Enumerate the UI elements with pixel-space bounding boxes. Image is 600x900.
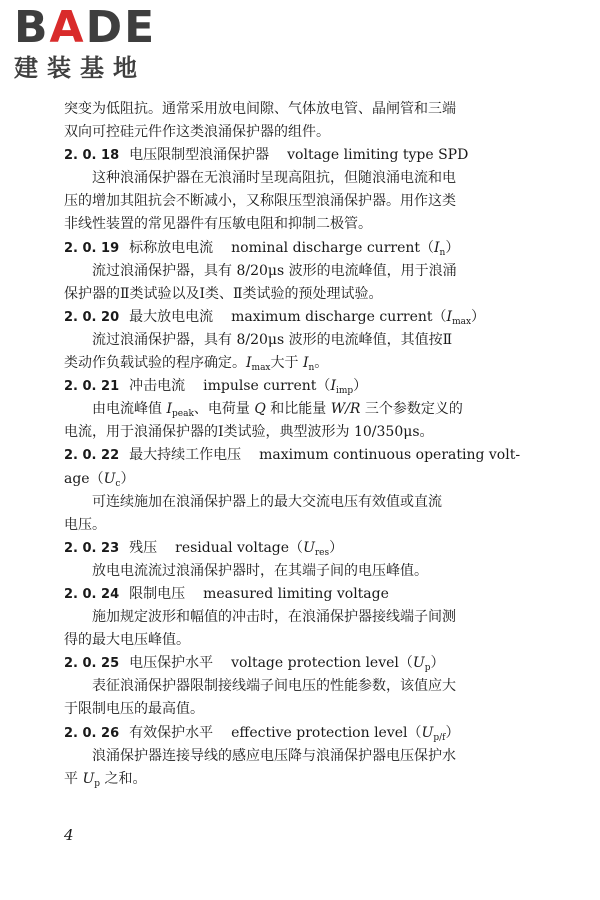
term-chinese: 最大持续工作电压	[129, 447, 242, 464]
math-symbol: U	[82, 770, 95, 787]
clause-number: 2. 0. 18	[64, 148, 120, 164]
math-symbol: I	[166, 401, 172, 418]
term-english: measured limiting voltage	[203, 585, 389, 602]
clause-heading	[64, 583, 530, 606]
math-symbol: U	[303, 539, 315, 556]
math-subscript: res	[314, 547, 330, 558]
text-segment: 三个参数定义的	[360, 401, 463, 418]
term-chinese: 冲击电流	[129, 378, 186, 395]
term-english: nominal discharge current（	[231, 239, 435, 256]
math-subscript: c	[115, 478, 121, 489]
text-segment: 类动作负载试验的程序确定。	[64, 355, 246, 372]
math-subscript: max	[251, 363, 271, 374]
math-subscript: peak	[171, 409, 194, 420]
term-english: residual voltage（	[175, 539, 304, 556]
math-symbol: I	[434, 239, 440, 256]
text-segment: 。	[314, 355, 329, 372]
clause-heading	[64, 306, 530, 329]
body-line: 浪涌保护器连接导线的感应电压降与浪涌保护器电压保护水	[92, 747, 456, 764]
math-symbol: U	[421, 724, 434, 741]
term-chinese: 电压限制型浪涌保护器	[129, 147, 270, 164]
text-segment: 之和。	[100, 770, 147, 787]
clause-number: 2. 0. 25	[64, 656, 120, 672]
clause-heading	[64, 444, 530, 467]
math-symbol: I	[302, 355, 309, 372]
math-symbol: I	[246, 355, 252, 372]
math-subscript: p	[424, 663, 431, 674]
body-line: 流过浪涌保护器，具有 8/20μs 波形的电流峰值，其值按Ⅱ	[92, 331, 453, 348]
math-subscript: p/f	[433, 732, 446, 743]
body-line	[64, 768, 530, 791]
term-close: ）	[329, 539, 344, 556]
body-line: 保护器的Ⅱ类试验以及Ⅰ类、Ⅱ类试验的预处理试验。	[64, 285, 383, 302]
clause-heading	[64, 652, 530, 675]
clause-number: 2. 0. 24	[64, 586, 120, 602]
body-line	[64, 398, 530, 421]
math-symbol: Q	[254, 401, 266, 418]
term-close: ）	[353, 378, 368, 395]
body-line: 压的增加其阻抗会不断减小，又称限压型浪涌保护器。用作这类	[64, 193, 456, 210]
math-symbol: I	[330, 378, 336, 395]
math-subscript: n	[308, 363, 315, 374]
term-close: ）	[471, 308, 486, 325]
term-english: maximum continuous operating volt-	[259, 447, 521, 464]
term-english: age（	[64, 470, 104, 487]
clause-number: 2. 0. 22	[64, 448, 120, 464]
body-line: 放电电流流过浪涌保护器时，在其端子间的电压峰值。	[92, 562, 428, 579]
term-close: ）	[445, 724, 460, 741]
body-line: 可连续施加在浪涌保护器上的最大交流电压有效值或直流	[92, 493, 442, 510]
body-line: 表征浪涌保护器限制接线端子间电压的性能参数，该值应大	[92, 678, 456, 695]
clause-number: 2. 0. 19	[64, 240, 120, 256]
clause-number: 2. 0. 20	[64, 309, 120, 325]
body-line: 电压。	[64, 516, 106, 533]
term-english: voltage protection level（	[231, 655, 413, 672]
clause-heading	[64, 237, 530, 260]
body-line: 突变为低阻抗。通常采用放电间隙、气体放电管、晶闸管和三端	[64, 101, 456, 117]
body-line: 这种浪涌保护器在无浪涌时呈现高阻抗，但随浪涌电流和电	[92, 170, 456, 187]
term-chinese: 最大放电电流	[129, 308, 214, 325]
term-english: effective protection level（	[231, 724, 422, 741]
logo-subtitle: 建装基地	[14, 54, 146, 82]
clause-heading	[64, 375, 530, 398]
math-subscript: n	[439, 247, 446, 258]
clause-heading	[64, 537, 530, 560]
clause-heading-continued	[64, 468, 530, 491]
term-chinese: 残压	[129, 539, 158, 556]
document-body	[64, 98, 530, 791]
body-line: 电流，用于浪涌保护器的Ⅰ类试验，典型波形为 10/350μs。	[64, 424, 434, 441]
math-subscript: imp	[335, 386, 354, 397]
text-segment: 和比能量	[265, 401, 331, 418]
term-chinese: 标称放电电流	[129, 239, 214, 256]
math-symbol: W/R	[330, 401, 361, 418]
body-line: 双向可控硅元件作这类浪涌保护器的组件。	[64, 124, 330, 141]
body-line: 施加规定波形和幅值的冲击时，在浪涌保护器接线端子间测	[92, 609, 456, 626]
logo-wordmark: BADE	[14, 2, 157, 53]
math-subscript: p	[94, 778, 101, 789]
term-close: ）	[430, 655, 445, 672]
term-chinese: 电压保护水平	[129, 655, 214, 672]
term-close: ）	[445, 239, 460, 256]
body-line	[64, 352, 530, 375]
term-chinese: 有效保护水平	[129, 724, 214, 741]
term-english: impulse current（	[203, 378, 331, 395]
clause-number: 2. 0. 26	[64, 725, 120, 741]
clause-number: 2. 0. 23	[64, 540, 120, 556]
text-segment: 平	[64, 770, 83, 787]
clause-heading	[64, 144, 530, 167]
math-subscript: max	[452, 316, 472, 327]
text-segment: 大于	[270, 355, 303, 372]
term-close: ）	[120, 470, 135, 487]
clause-heading	[64, 722, 530, 745]
term-chinese: 限制电压	[129, 585, 186, 602]
math-symbol: I	[446, 308, 453, 325]
body-line: 得的最大电压峰值。	[64, 632, 190, 649]
term-english: voltage limiting type SPD	[287, 147, 469, 164]
brand-logo	[14, 2, 157, 82]
text-segment: 由电流峰值	[92, 401, 167, 418]
page-number: 4	[64, 826, 74, 844]
math-symbol: U	[103, 470, 116, 487]
text-segment: 、电荷量	[193, 401, 255, 418]
body-line: 于限制电压的最高值。	[64, 701, 204, 718]
body-line: 流过浪涌保护器，具有 8/20μs 波形的电流峰值，用于浪涌	[92, 262, 457, 279]
term-english: maximum discharge current（	[231, 308, 447, 325]
body-line: 非线性装置的常见器件有压敏电阻和抑制二极管。	[64, 216, 372, 233]
math-symbol: U	[412, 655, 425, 672]
clause-number: 2. 0. 21	[64, 379, 120, 395]
